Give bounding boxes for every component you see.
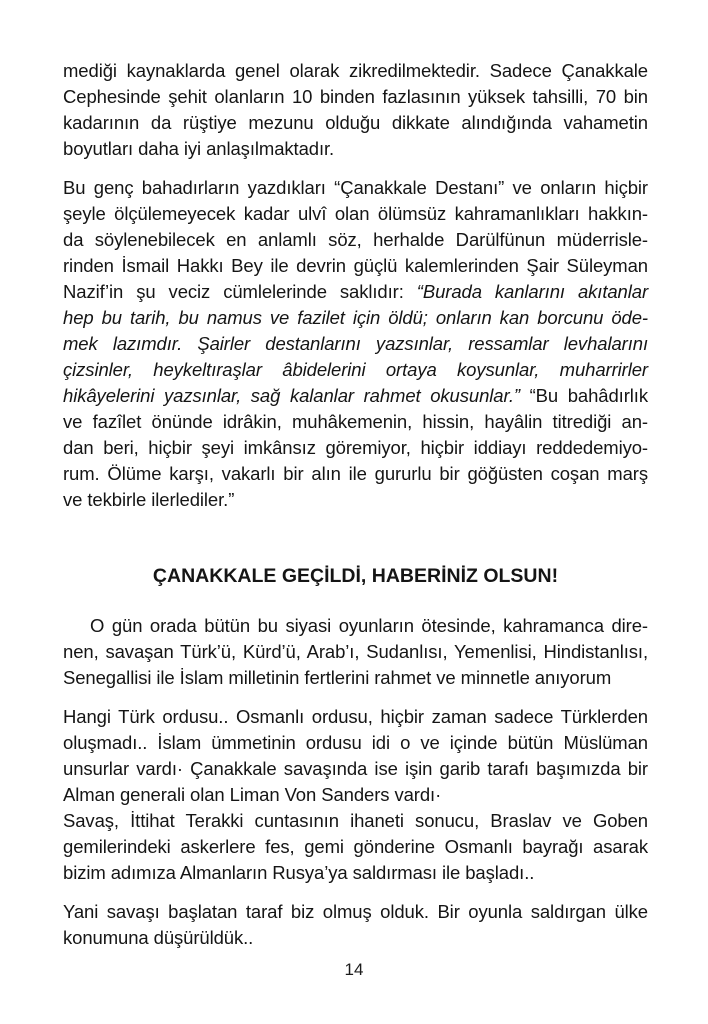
- body-text: bizim adımıza Almanların Rusya’ya saldırması ile başladı..: [63, 862, 535, 883]
- text-line: [63, 357, 648, 383]
- paragraph: [63, 899, 648, 951]
- body-text: Hangi Türk ordusu.. Osmanlı ordusu, hiçbir zaman sadece Türklerden: [63, 706, 648, 727]
- text-line: [63, 704, 648, 730]
- paragraph: [63, 704, 648, 808]
- body-text: oluşmadı.. İslam ümmetinin ordusu idi o ve içinde bütün Müslüman: [63, 732, 648, 753]
- body-text: Alman generali olan Liman Von Sanders vardı·: [63, 784, 442, 805]
- text-line: [63, 487, 648, 513]
- text-line: [63, 665, 648, 691]
- text-line: [63, 409, 648, 435]
- text-line: [63, 84, 648, 110]
- body-text: Cephesinde şehit olanların 10 binden fazlasının yüksek tahsilli, 70 bin: [63, 86, 648, 107]
- body-text: rinden İsmail Hakkı Bey ile devrin güçlü kalemlerinden Şair Süleyman: [63, 255, 648, 276]
- body-text: mediği kaynaklarda genel olarak zikredilmektedir. Sadece Çanakkale: [63, 60, 648, 81]
- text-line: [63, 227, 648, 253]
- body-text: Savaş, İttihat Terakki cuntasının ihaneti sonucu, Braslav ve Goben: [63, 810, 648, 831]
- quote-text: hep bu tarih, bu namus ve fazilet için öldü; onların kan borcunu öde-: [63, 307, 648, 328]
- text-line: [63, 175, 648, 201]
- body-text: rum. Ölüme karşı, vakarlı bir alın ile gururlu bir göğüsten coşan marş: [63, 463, 648, 484]
- page-number: 14: [344, 960, 364, 979]
- text-line: [63, 782, 648, 808]
- body-text: “Bu bahâdırlık: [519, 385, 648, 406]
- body-text: O gün orada bütün bu siyasi oyunların ötesinde, kahramanca dire-: [90, 615, 648, 636]
- body-text: Senegallisi ile İslam milletinin fertlerini rahmet ve minnetle anıyorum: [63, 667, 612, 688]
- text-line: [63, 639, 648, 665]
- body-text: Bu genç bahadırların yazdıkları “Çanakkale Destanı” ve onların hiçbir: [63, 177, 648, 198]
- body-text: şeyle ölçülemeyecek kadar ulvî olan ölümsüz kahramanlıkları hakkın-: [63, 203, 648, 224]
- body-text: gemilerindeki askerlere fes, gemi gönderine Osmanlı bayrağı asarak: [63, 836, 648, 857]
- text-line: [63, 58, 648, 84]
- text-line: [63, 136, 648, 162]
- text-line: [63, 899, 648, 925]
- text-line: [63, 279, 648, 305]
- body-text: ve tekbirle ilerlediler.”: [63, 489, 235, 510]
- text-line: [63, 253, 648, 279]
- body-text: konumuna düşürüldük..: [63, 927, 254, 948]
- text-line: [63, 808, 648, 834]
- body-text: boyutları daha iyi anlaşılmaktadır.: [63, 138, 335, 159]
- quote-text: çizsinler, heykeltıraşlar âbidelerini ortaya koysunlar, muharrirler: [63, 359, 648, 380]
- text-line: [63, 860, 648, 886]
- body-text: kadarının da rüştiye mezunu olduğu dikkate alındığında vahametin: [63, 112, 648, 133]
- section-heading: ÇANAKKALE GEÇİLDİ, HABERİNİZ OLSUN!: [152, 565, 559, 587]
- text-line: [63, 110, 648, 136]
- body-text: Yani savaşı başlatan taraf biz olmuş olduk. Bir oyunla saldırgan ülke: [63, 901, 648, 922]
- text-line: [63, 461, 648, 487]
- paragraph: [63, 175, 648, 513]
- text-line: [63, 201, 648, 227]
- text-line: [63, 305, 648, 331]
- text-line: [63, 925, 648, 951]
- text-line: [63, 331, 648, 357]
- body-text: da söylenebilecek en anlamlı söz, herhalde Darülfünun müderrisle-: [63, 229, 648, 250]
- page-body: [63, 58, 648, 951]
- text-line: [63, 730, 648, 756]
- text-line: [63, 613, 648, 639]
- quote-text: “Burada kanlarını akıtanlar: [416, 281, 649, 302]
- body-text: ve fazîlet önünde idrâkin, muhâkemenin, hissin, hayâlin titrediği an-: [63, 411, 648, 432]
- body-text: nen, savaşan Türk’ü, Kürd’ü, Arab’ı, Sudanlısı, Yemenlisi, Hindistanlısı,: [63, 641, 648, 662]
- text-line: [63, 435, 648, 461]
- body-text: unsurlar vardı· Çanakkale savaşında ise işin garib tarafı başımızda bir: [63, 758, 648, 779]
- text-line: [63, 383, 648, 409]
- body-text: dan beri, hiçbir şeyi imkânsız göremiyor, hiçbir iddiayı reddedemiyo-: [63, 437, 648, 458]
- paragraph: [63, 808, 648, 886]
- quote-text: hikâyelerini yazsınlar, sağ kalanlar rahmet okusunlar.”: [63, 385, 520, 406]
- text-line: [63, 834, 648, 860]
- text-line: [63, 756, 648, 782]
- body-text: Nazif’in şu veciz cümlelerinde saklıdır:: [63, 281, 417, 302]
- quote-text: mek lazımdır. Şairler destanlarını yazsınlar, ressamlar levhalarını: [63, 333, 648, 354]
- paragraph: [63, 58, 648, 162]
- paragraph: [63, 613, 648, 691]
